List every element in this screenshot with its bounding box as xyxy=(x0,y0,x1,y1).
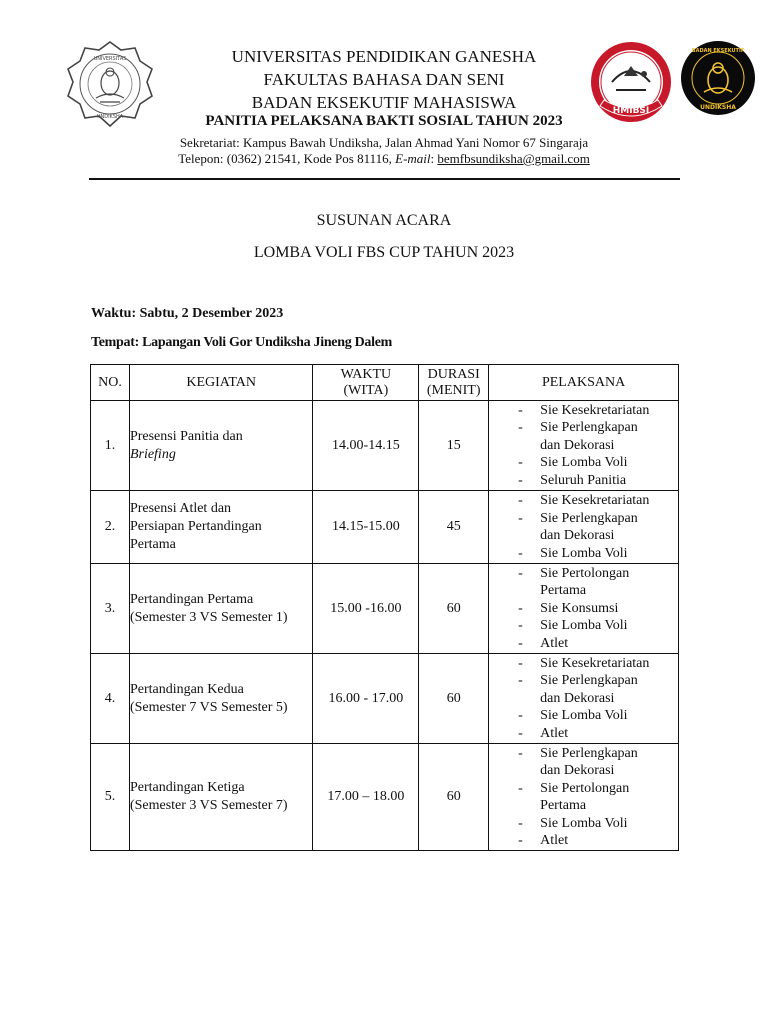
row-pelaksana xyxy=(489,564,679,654)
header-address: Sekretariat: Kampus Bawah Undiksha, Jalan Ahmad Yani Nomor 67 Singaraja xyxy=(179,135,589,150)
dash: - xyxy=(518,673,523,689)
row-no: 1. xyxy=(91,401,130,491)
doc-title: SUSUNAN ACARA xyxy=(316,212,452,229)
dash: - xyxy=(518,493,523,508)
table-row xyxy=(91,491,679,564)
row-kegiatan xyxy=(129,564,313,654)
dash: - xyxy=(518,725,523,741)
pelaksana-item xyxy=(489,582,678,600)
row-pelaksana xyxy=(489,491,679,564)
pelaksana-text: Sie Lomba Voli xyxy=(540,545,628,561)
dash: - xyxy=(518,708,523,724)
dash: - xyxy=(518,545,523,561)
dash: - xyxy=(518,780,523,796)
dash: - xyxy=(518,655,523,671)
row-no: 5. xyxy=(91,744,130,851)
pelaksana-item xyxy=(489,832,678,850)
kegiatan-line: (Semester 3 VS Semester 7) xyxy=(129,798,288,813)
row-kegiatan xyxy=(129,744,313,851)
dash: - xyxy=(518,472,523,488)
header-faculty: FAKULTAS BAHASA DAN SENI xyxy=(263,70,505,89)
svg-text:BADAN EKSEKUTIF: BADAN EKSEKUTIF xyxy=(691,48,745,54)
header-committee: PANITIA PELAKSANA BAKTI SOSIAL TAHUN 2023 xyxy=(205,113,563,129)
row-durasi: 60 xyxy=(419,744,489,851)
pelaksana-item xyxy=(489,545,678,563)
pelaksana-item xyxy=(489,690,678,708)
pelaksana-item xyxy=(489,419,678,437)
pelaksana-item xyxy=(489,635,678,653)
dash: - xyxy=(518,565,523,581)
doc-subtitle: LOMBA VOLI FBS CUP TAHUN 2023 xyxy=(253,244,515,261)
dash: - xyxy=(518,420,523,436)
pelaksana-text: Sie Pertolongan xyxy=(540,780,630,796)
pelaksana-item xyxy=(489,617,678,635)
table-row xyxy=(91,654,679,744)
col-header-waktu xyxy=(313,365,419,401)
kegiatan-line: Briefing xyxy=(129,446,176,462)
pelaksana-item xyxy=(489,600,678,618)
header-bem: BADAN EKSEKUTIF MAHASISWA xyxy=(251,93,517,112)
pelaksana-item xyxy=(489,437,678,455)
row-pelaksana xyxy=(489,744,679,851)
pelaksana-item xyxy=(489,725,678,743)
row-kegiatan xyxy=(129,654,313,744)
dash: - xyxy=(518,402,523,418)
row-durasi: 45 xyxy=(419,491,489,564)
pelaksana-text: dan Dekorasi xyxy=(540,528,615,543)
row-waktu: 17.00 – 18.00 xyxy=(313,744,419,851)
row-waktu: 16.00 - 17.00 xyxy=(313,654,419,744)
durasi-unit: (MENIT) xyxy=(426,382,481,398)
col-header-durasi xyxy=(419,365,489,401)
pelaksana-item xyxy=(489,565,678,583)
pelaksana-item xyxy=(489,472,678,490)
event-time: Waktu: Sabtu, 2 Desember 2023 xyxy=(91,306,284,321)
row-kegiatan xyxy=(129,401,313,491)
table-header-row xyxy=(91,365,679,401)
kegiatan-line: Presensi Panitia dan xyxy=(129,428,243,444)
waktu-unit: (WITA) xyxy=(343,382,389,398)
pelaksana-text: Sie Lomba Voli xyxy=(540,618,628,634)
pelaksana-text: Sie Kesekretariatan xyxy=(540,402,650,418)
waktu-label: WAKTU xyxy=(340,366,392,382)
pelaksana-text: dan Dekorasi xyxy=(540,690,615,706)
kegiatan-line: Persiapan Pertandingan xyxy=(129,519,262,534)
durasi-label: DURASI xyxy=(427,366,480,382)
pelaksana-text: Sie Kesekretariatan xyxy=(540,493,650,508)
kegiatan-line: (Semester 7 VS Semester 5) xyxy=(129,699,288,715)
kegiatan-line: Pertama xyxy=(129,537,176,552)
row-no: 2. xyxy=(91,491,130,564)
dash: - xyxy=(518,618,523,634)
row-durasi: 60 xyxy=(419,564,489,654)
schedule-table xyxy=(90,364,679,851)
kegiatan-line: Pertandingan Pertama xyxy=(129,591,254,607)
dash: - xyxy=(518,635,523,651)
pelaksana-text: Sie Perlengkapan xyxy=(540,420,638,436)
pelaksana-item xyxy=(489,815,678,833)
email-label: E-mail xyxy=(395,151,431,166)
kegiatan-line: Presensi Atlet dan xyxy=(129,501,232,516)
dash: - xyxy=(518,510,523,526)
pelaksana-item xyxy=(489,707,678,725)
col-header-no: NO. xyxy=(91,365,130,401)
pelaksana-item xyxy=(489,672,678,690)
pelaksana-item xyxy=(489,762,678,780)
dash: - xyxy=(518,815,523,831)
row-kegiatan xyxy=(129,491,313,564)
email-sep: : xyxy=(430,151,438,166)
kegiatan-line: Pertandingan Ketiga xyxy=(129,780,245,795)
pelaksana-text: Pertama xyxy=(540,798,587,813)
dash: - xyxy=(518,745,523,761)
pelaksana-text: Sie Perlengkapan xyxy=(540,673,638,689)
kegiatan-line: Pertandingan Kedua xyxy=(129,681,244,697)
pelaksana-text: Sie Lomba Voli xyxy=(540,815,628,831)
pelaksana-text: Sie Kesekretariatan xyxy=(540,655,650,671)
email-link[interactable]: bemfbsundiksha@gmail.com xyxy=(437,151,590,166)
pelaksana-text: Sie Lomba Voli xyxy=(540,708,628,724)
header-divider xyxy=(89,178,680,180)
row-durasi: 15 xyxy=(419,401,489,491)
pelaksana-text: Sie Lomba Voli xyxy=(540,455,628,471)
pelaksana-item xyxy=(489,527,678,545)
row-no: 3. xyxy=(91,564,130,654)
row-no: 4. xyxy=(91,654,130,744)
svg-text:UNIVERSITAS: UNIVERSITAS xyxy=(93,56,127,62)
pelaksana-text: Atlet xyxy=(540,635,569,651)
pelaksana-text: Seluruh Panitia xyxy=(540,472,627,488)
header-contact xyxy=(0,151,768,167)
table-row xyxy=(91,564,679,654)
col-header-kegiatan: KEGIATAN xyxy=(129,365,313,401)
table-row xyxy=(91,744,679,851)
row-waktu: 14.00-14.15 xyxy=(313,401,419,491)
pelaksana-text: dan Dekorasi xyxy=(540,763,615,778)
pelaksana-text: Sie Konsumsi xyxy=(540,600,619,616)
row-pelaksana xyxy=(489,654,679,744)
pelaksana-text: Atlet xyxy=(540,833,569,848)
dash: - xyxy=(518,833,523,848)
row-waktu: 14.15-15.00 xyxy=(313,491,419,564)
kegiatan-line: (Semester 3 VS Semester 1) xyxy=(129,609,288,625)
pelaksana-text: Sie Pertolongan xyxy=(540,565,630,581)
event-place: Tempat: Lapangan Voli Gor Undiksha Jineng Dalem xyxy=(91,335,392,350)
pelaksana-item xyxy=(489,745,678,763)
pelaksana-item xyxy=(489,454,678,472)
pelaksana-text: Pertama xyxy=(540,583,587,599)
svg-text:UNDIKSHA: UNDIKSHA xyxy=(700,104,736,111)
pelaksana-text: Sie Perlengkapan xyxy=(540,745,638,761)
pelaksana-item xyxy=(489,797,678,815)
col-header-pelaksana: PELAKSANA xyxy=(489,365,679,401)
pelaksana-item xyxy=(489,510,678,528)
pelaksana-item xyxy=(489,655,678,673)
row-pelaksana xyxy=(489,401,679,491)
row-waktu: 15.00 -16.00 xyxy=(313,564,419,654)
pelaksana-item xyxy=(489,492,678,510)
pelaksana-item xyxy=(489,402,678,420)
row-durasi: 60 xyxy=(419,654,489,744)
pelaksana-item xyxy=(489,780,678,798)
svg-text:UNDIKSHA: UNDIKSHA xyxy=(96,114,124,120)
header-phone: Telepon: (0362) 21541, Kode Pos 81116, xyxy=(178,151,396,166)
svg-text:HMIBSI: HMIBSI xyxy=(612,106,650,116)
dash: - xyxy=(518,600,523,616)
header-university: UNIVERSITAS PENDIDIKAN GANESHA xyxy=(231,47,537,66)
table-row xyxy=(91,401,679,491)
pelaksana-text: dan Dekorasi xyxy=(540,437,615,453)
pelaksana-text: Atlet xyxy=(540,725,569,741)
pelaksana-text: Sie Perlengkapan xyxy=(540,510,638,526)
dash: - xyxy=(518,455,523,471)
